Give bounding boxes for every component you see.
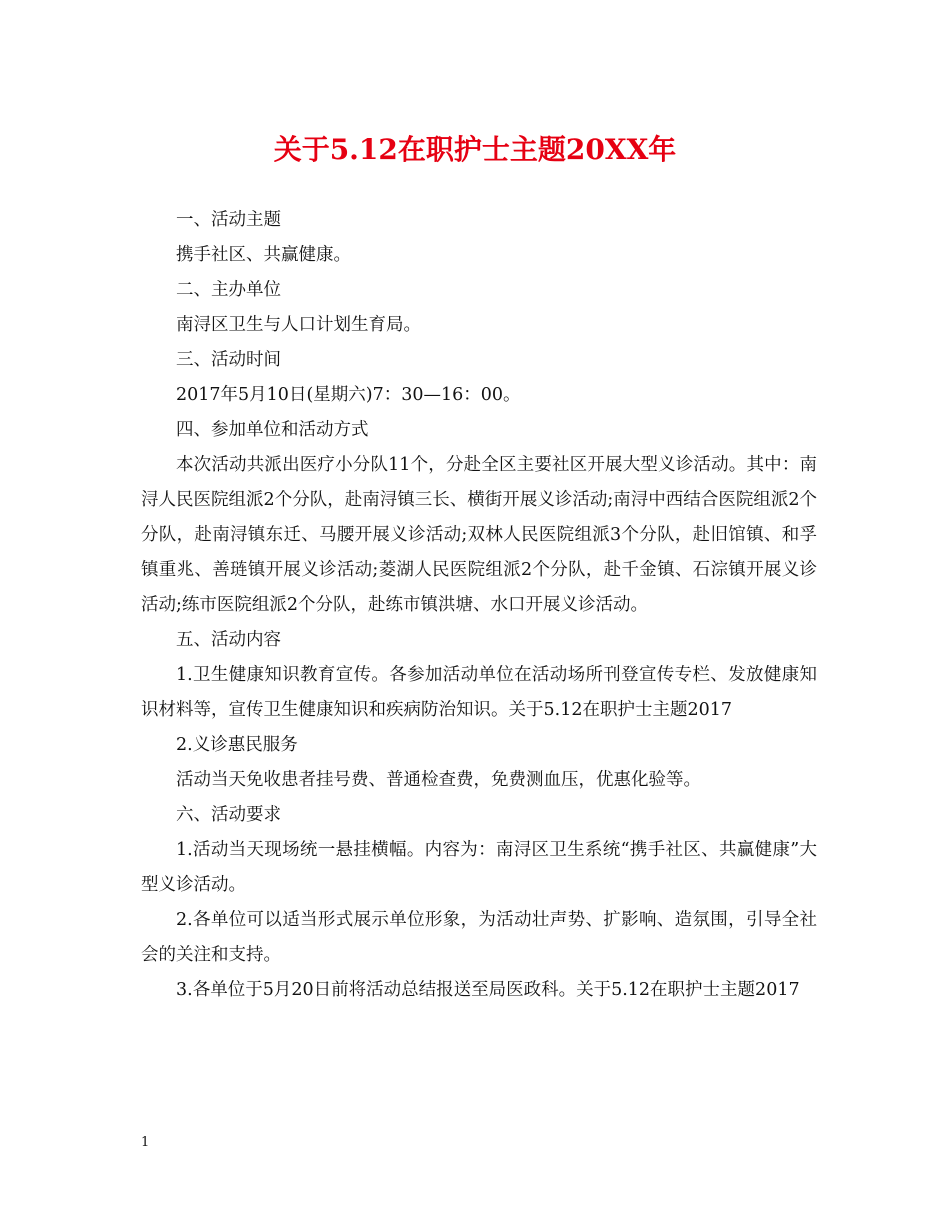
paragraph-8: 本次活动共派出医疗小分队11个，分赴全区主要社区开展大型义诊活动。其中：南浔人民医院组派2个分队，赴南浔镇三长、横街开展义诊活动;南浔中西结合医院组派2个分队，赴南浔镇东迁、马腰开展义诊活动;双林人民医院组派3个分队，赴旧馆镇、和孚镇重兆、善琏镇开展义诊活动;菱湖人民医院组派2个分队，赴千金镇、石淙镇开展义诊活动;练市医院组派2个分队，赴练市镇洪塘、水口开展义诊活动。: [141, 455, 817, 615]
document-body: [141, 203, 817, 1008]
paragraph-9: 五、活动内容: [176, 630, 281, 650]
paragraph-13: 六、活动要求: [176, 805, 281, 825]
document-title: 关于5.12在职护士主题20XX年: [273, 133, 677, 166]
paragraph-7: 四、参加单位和活动方式: [176, 420, 369, 440]
paragraph-15: 2.各单位可以适当形式展示单位形象，为活动壮声势、扩影响、造氛围，引导全社会的关注和支持。: [141, 910, 817, 965]
paragraph-1: 一、活动主题: [176, 210, 281, 230]
paragraph-12: 活动当天免收患者挂号费、普通检查费，免费测血压，优惠化验等。: [176, 770, 701, 790]
paragraph-3: 二、主办单位: [176, 280, 281, 300]
paragraph-16: 3.各单位于5月20日前将活动总结报送至局医政科。关于5.12在职护士主题2017: [176, 980, 800, 1000]
paragraph-4: 南浔区卫生与人口计划生育局。: [176, 315, 421, 335]
paragraph-2: 携手社区、共赢健康。: [176, 245, 351, 265]
page-number: 1: [141, 1135, 150, 1150]
paragraph-5: 三、活动时间: [176, 350, 281, 370]
paragraph-14: 1.活动当天现场统一悬挂横幅。内容为：南浔区卫生系统“携手社区、共赢健康”大型义诊活动。: [141, 840, 817, 895]
paragraph-6: 2017年5月10日(星期六)7：30—16：00。: [176, 385, 521, 405]
paragraph-11: 2.义诊惠民服务: [176, 735, 298, 755]
paragraph-10: 1.卫生健康知识教育宣传。各参加活动单位在活动场所刊登宣传专栏、发放健康知识材料等，宣传卫生健康知识和疾病防治知识。关于5.12在职护士主题2017: [141, 665, 817, 720]
